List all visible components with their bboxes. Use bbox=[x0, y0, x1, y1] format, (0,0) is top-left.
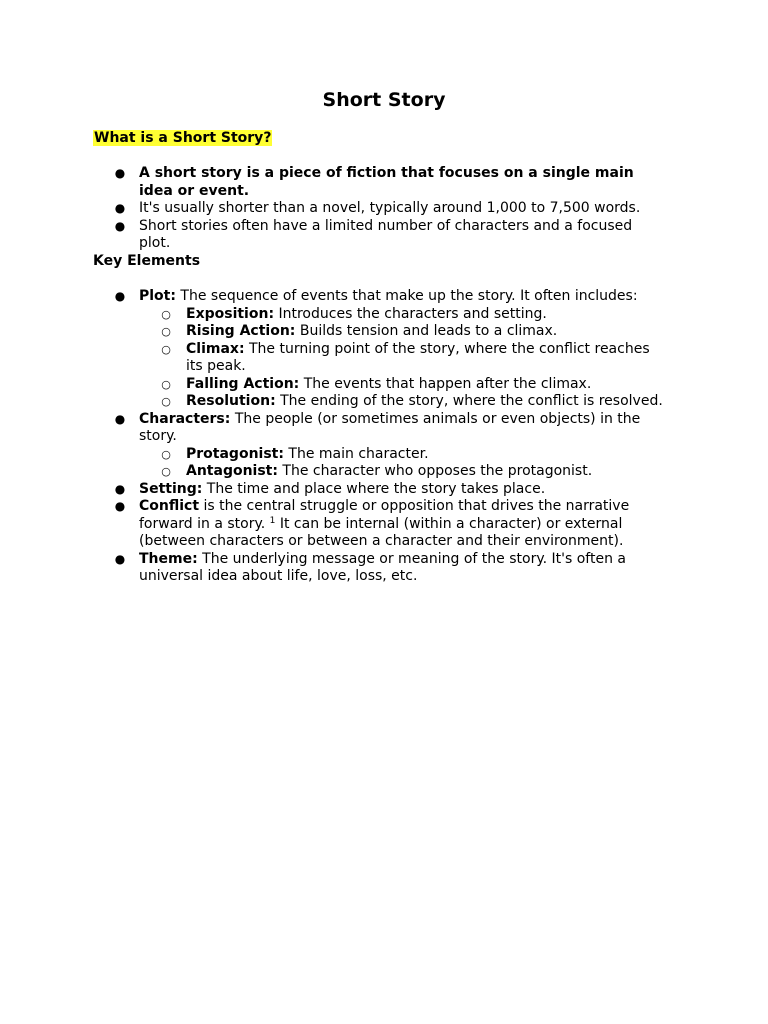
bullet-icon: ● bbox=[114, 289, 126, 303]
term-exposition: Exposition: bbox=[186, 305, 275, 322]
plot-description: The sequence of events that make up the story. It often includes: bbox=[175, 288, 638, 304]
bullet-icon: ● bbox=[114, 166, 126, 180]
term-protagonist: Protagonist: bbox=[186, 445, 284, 462]
sub-list-item bbox=[0, 323, 666, 341]
antagonist-description: The character who opposes the protagonist. bbox=[277, 463, 593, 479]
list-item-characters bbox=[0, 411, 659, 481]
section-heading-what-is bbox=[93, 129, 272, 147]
term-climax: Climax: bbox=[186, 340, 245, 357]
list-item-conflict bbox=[0, 498, 659, 551]
term-falling-action: Falling Action: bbox=[186, 375, 300, 392]
list-item bbox=[0, 165, 659, 200]
plot-sub-list bbox=[0, 305, 663, 411]
list-item bbox=[0, 200, 659, 218]
circle-bullet-icon: ○ bbox=[161, 395, 171, 408]
protagonist-description: The main character. bbox=[283, 445, 429, 462]
characters-description: The people (or sometimes animals or even objects) in the story. bbox=[139, 410, 641, 444]
conflict-description-continued: It can be internal (within a character) or external (between characters or between a character and their environment). bbox=[139, 515, 624, 549]
climax-description: The turning point of the story, where the conflict reaches its peak. bbox=[186, 340, 650, 374]
list-item-plot bbox=[0, 288, 663, 411]
bullet-icon: ● bbox=[114, 499, 126, 513]
term-characters: Characters: bbox=[139, 410, 231, 427]
sub-list-item bbox=[0, 463, 666, 481]
sub-list-item bbox=[0, 341, 666, 376]
resolution-description: The ending of the story, where the conflict is resolved. bbox=[275, 393, 663, 409]
term-rising-action: Rising Action: bbox=[186, 323, 296, 339]
list-item-theme bbox=[0, 551, 659, 586]
list-item bbox=[0, 218, 659, 253]
document-title: Short Story bbox=[322, 89, 446, 111]
term-antagonist: Antagonist: bbox=[186, 463, 278, 479]
key-elements-list bbox=[0, 288, 663, 586]
circle-bullet-icon: ○ bbox=[161, 447, 171, 461]
exposition-description: Introduces the characters and setting. bbox=[274, 305, 547, 322]
setting-description: The time and place where the story takes place. bbox=[202, 480, 546, 497]
circle-bullet-icon: ○ bbox=[161, 307, 171, 321]
footnote-marker[interactable]: 1 bbox=[269, 515, 276, 526]
bullet-icon: ● bbox=[114, 201, 126, 215]
intro-bullet-list bbox=[0, 165, 659, 253]
term-conflict: Conflict bbox=[139, 498, 200, 514]
term-theme: Theme: bbox=[139, 550, 198, 567]
term-plot: Plot: bbox=[139, 288, 176, 304]
list-item-setting bbox=[0, 481, 659, 499]
theme-description: The underlying message or meaning of the story. It's often a universal idea about life, love, loss, etc. bbox=[139, 550, 626, 584]
section-heading-key-elements: Key Elements bbox=[93, 253, 201, 269]
term-setting: Setting: bbox=[139, 480, 203, 497]
circle-bullet-icon: ○ bbox=[161, 465, 171, 478]
intro-bullet-text: It's usually shorter than a novel, typically around 1,000 to 7,500 words. bbox=[139, 200, 641, 216]
characters-sub-list bbox=[0, 446, 659, 481]
sub-list-item bbox=[0, 376, 666, 394]
falling-action-description: The events that happen after the climax. bbox=[299, 375, 592, 392]
circle-bullet-icon: ○ bbox=[161, 377, 171, 391]
highlighted-heading-text: What is a Short Story? bbox=[94, 130, 272, 146]
circle-bullet-icon: ○ bbox=[161, 342, 171, 356]
conflict-description: is the central struggle or opposition that drives the narrative forward in a story. bbox=[139, 498, 630, 532]
bullet-icon: ● bbox=[114, 218, 126, 233]
intro-bullet-bold-text: A short story is a piece of fiction that focuses on a single main idea or event. bbox=[139, 165, 634, 199]
circle-bullet-icon: ○ bbox=[161, 325, 171, 338]
bullet-icon: ● bbox=[114, 481, 126, 496]
bullet-icon: ● bbox=[114, 411, 126, 426]
bullet-icon: ● bbox=[114, 551, 126, 566]
sub-list-item bbox=[0, 306, 666, 324]
rising-action-description: Builds tension and leads to a climax. bbox=[295, 323, 558, 339]
sub-list-item bbox=[0, 446, 666, 464]
intro-bullet-text: Short stories often have a limited number of characters and a focused plot. bbox=[139, 217, 633, 251]
sub-list-item bbox=[0, 393, 666, 411]
term-resolution: Resolution: bbox=[186, 393, 276, 409]
